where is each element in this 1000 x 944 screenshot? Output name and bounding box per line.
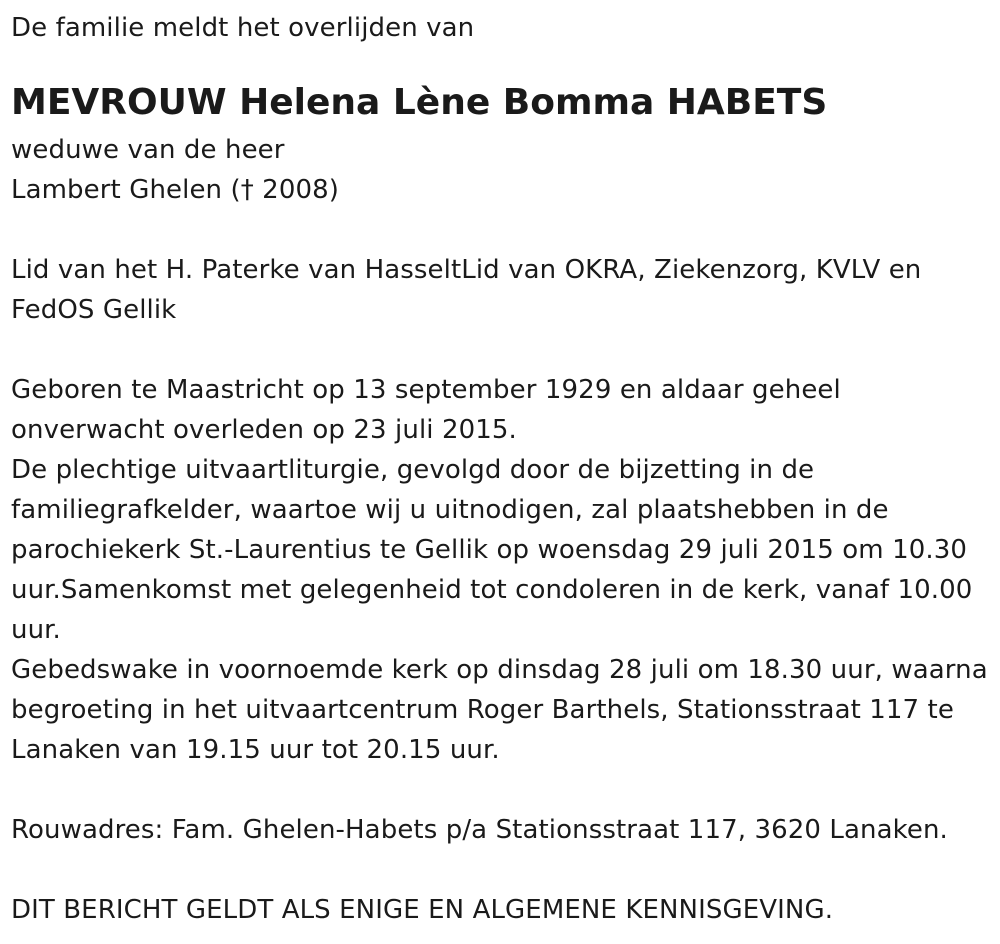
body-line: parochiekerk St.-Laurentius te Gellik op woensdag 29 juli 2015 om 10.30 [11,535,968,565]
body-line: Lanaken van 19.15 uur tot 20.15 uur. [11,735,500,765]
deceased-name: MEVROUW Helena Lène Bomma HABETS [11,82,828,123]
intro-text: De familie meldt het overlijden van [11,13,475,43]
widow-line-2: Lambert Ghelen († 2008) [11,175,339,205]
death-notice [11,8,996,930]
body-line: De plechtige uitvaartliturgie, gevolgd door de bijzetting in de [11,455,815,485]
body-line: Geboren te Maastricht op 13 september 1929 en aldaar geheel [11,375,841,405]
widow-line-1: weduwe van de heer [11,135,285,165]
body-line: familiegrafkelder, waartoe wij u uitnodigen, zal plaatshebben in de [11,495,889,525]
body-line: Gebedswake in voornoemde kerk op dinsdag 28 juli om 18.30 uur, waarna [11,655,988,685]
membership-line-1: Lid van het H. Paterke van HasseltLid van OKRA, Ziekenzorg, KVLV en [11,255,922,285]
body-line: uur. [11,615,61,645]
body-line: uur.Samenkomst met gelegenheid tot condoleren in de kerk, vanaf 10.00 [11,575,973,605]
body-line: begroeting in het uitvaartcentrum Roger Barthels, Stationsstraat 117 te [11,695,954,725]
membership-line-2: FedOS Gellik [11,295,177,325]
spacer [11,850,996,890]
spacer [11,770,996,810]
spacer [11,330,996,370]
body-line: onverwacht overleden op 23 juli 2015. [11,415,517,445]
mourning-address: Rouwadres: Fam. Ghelen-Habets p/a Stationsstraat 117, 3620 Lanaken. [11,815,948,845]
spacer [11,210,996,250]
closing-statement: DIT BERICHT GELDT ALS ENIGE EN ALGEMENE KENNISGEVING. [11,895,834,925]
